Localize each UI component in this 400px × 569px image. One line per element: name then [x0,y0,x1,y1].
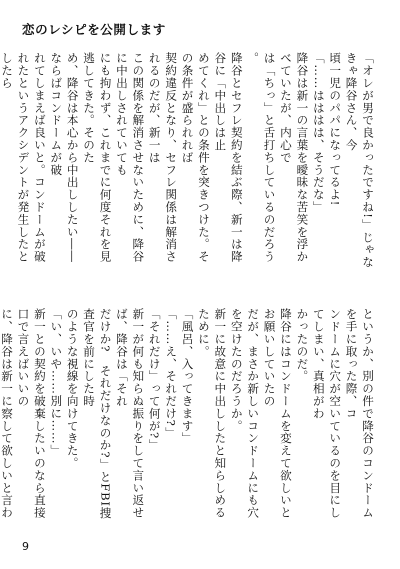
text-line: この関係を解消させないために、降谷に中出しされていても [114,52,146,263]
text-line: 新一が何も知らぬ振りをして言い返せば、降谷は「それ [114,308,146,519]
text-line: は「ちっ」と舌打ちしているのだろう。 [246,52,277,263]
text-line: れてしまえば良いと。コンドームが破れたというアクシデントが発生したとしたら [0,52,47,263]
text-line: 「それだけ」って何が?」 [147,308,162,452]
text-line: にも拘わず、これまでに何度それを見逃してきた。そのた [82,52,113,263]
body-text-lower [0,308,376,530]
text-line: 降谷とセフレ契約を結ぶ際、新一は降谷に「中出しは止 [213,52,244,263]
text-line: 新一との契約を破棄したいのなら直接口で言えばいいの [16,308,47,519]
text-line: 頃一児のパパになってるよ! [328,52,343,207]
text-line: 「オレが男で良かったですね!」じゃなきゃ降谷さん、今 [344,52,375,269]
text-line: だけか? それだけなのか?」とFBI捜査官を前にした時 [82,308,113,520]
text-line: 「風呂、入ってきます」 [180,308,195,445]
page-number: 9 [22,540,29,553]
text-line: め、降谷は本心から中出ししたい――ならばコンドームが破 [49,52,80,263]
text-line: 新一に故意に中出ししたと知らしめるために。 [196,308,228,519]
text-line: 「い、いや……別に……」 [49,308,64,457]
text-line: 契約違反となり、セフレ関係は解消されるのだが、新一は [147,52,179,263]
text-line: だが、まさか新しいコンドームにも穴を空けたのだろうか。 [229,308,261,519]
text-line: に、降谷は新一に察して欲しいと言わ [0,308,15,519]
text-line: 降谷にはコンドームを変えて欲しいとお願いしていたの [262,308,293,519]
text-line: かったのだ。 [295,308,310,383]
text-line: 「……はははは、そうだな」 [311,52,326,214]
text-line: というか、別の件で降谷のコンドームを手に取った際、コ [344,308,375,519]
text-line: のような視線を向けてきた。 [65,308,80,470]
text-line: 「……え、それだけ?」 [164,308,179,440]
text-line: 降谷は新一の言葉を曖昧な苦笑を浮かべていたが、内心で [278,52,310,263]
text-line: めてくれ」との条件を突きつけた。その条件が盛られれば [180,52,211,263]
page-title: 恋のレシピを公開します [22,22,166,37]
text-line: ンドームに穴が空いているのを目にしてしまい、真相がわ [311,308,343,519]
body-text-upper [0,52,376,274]
